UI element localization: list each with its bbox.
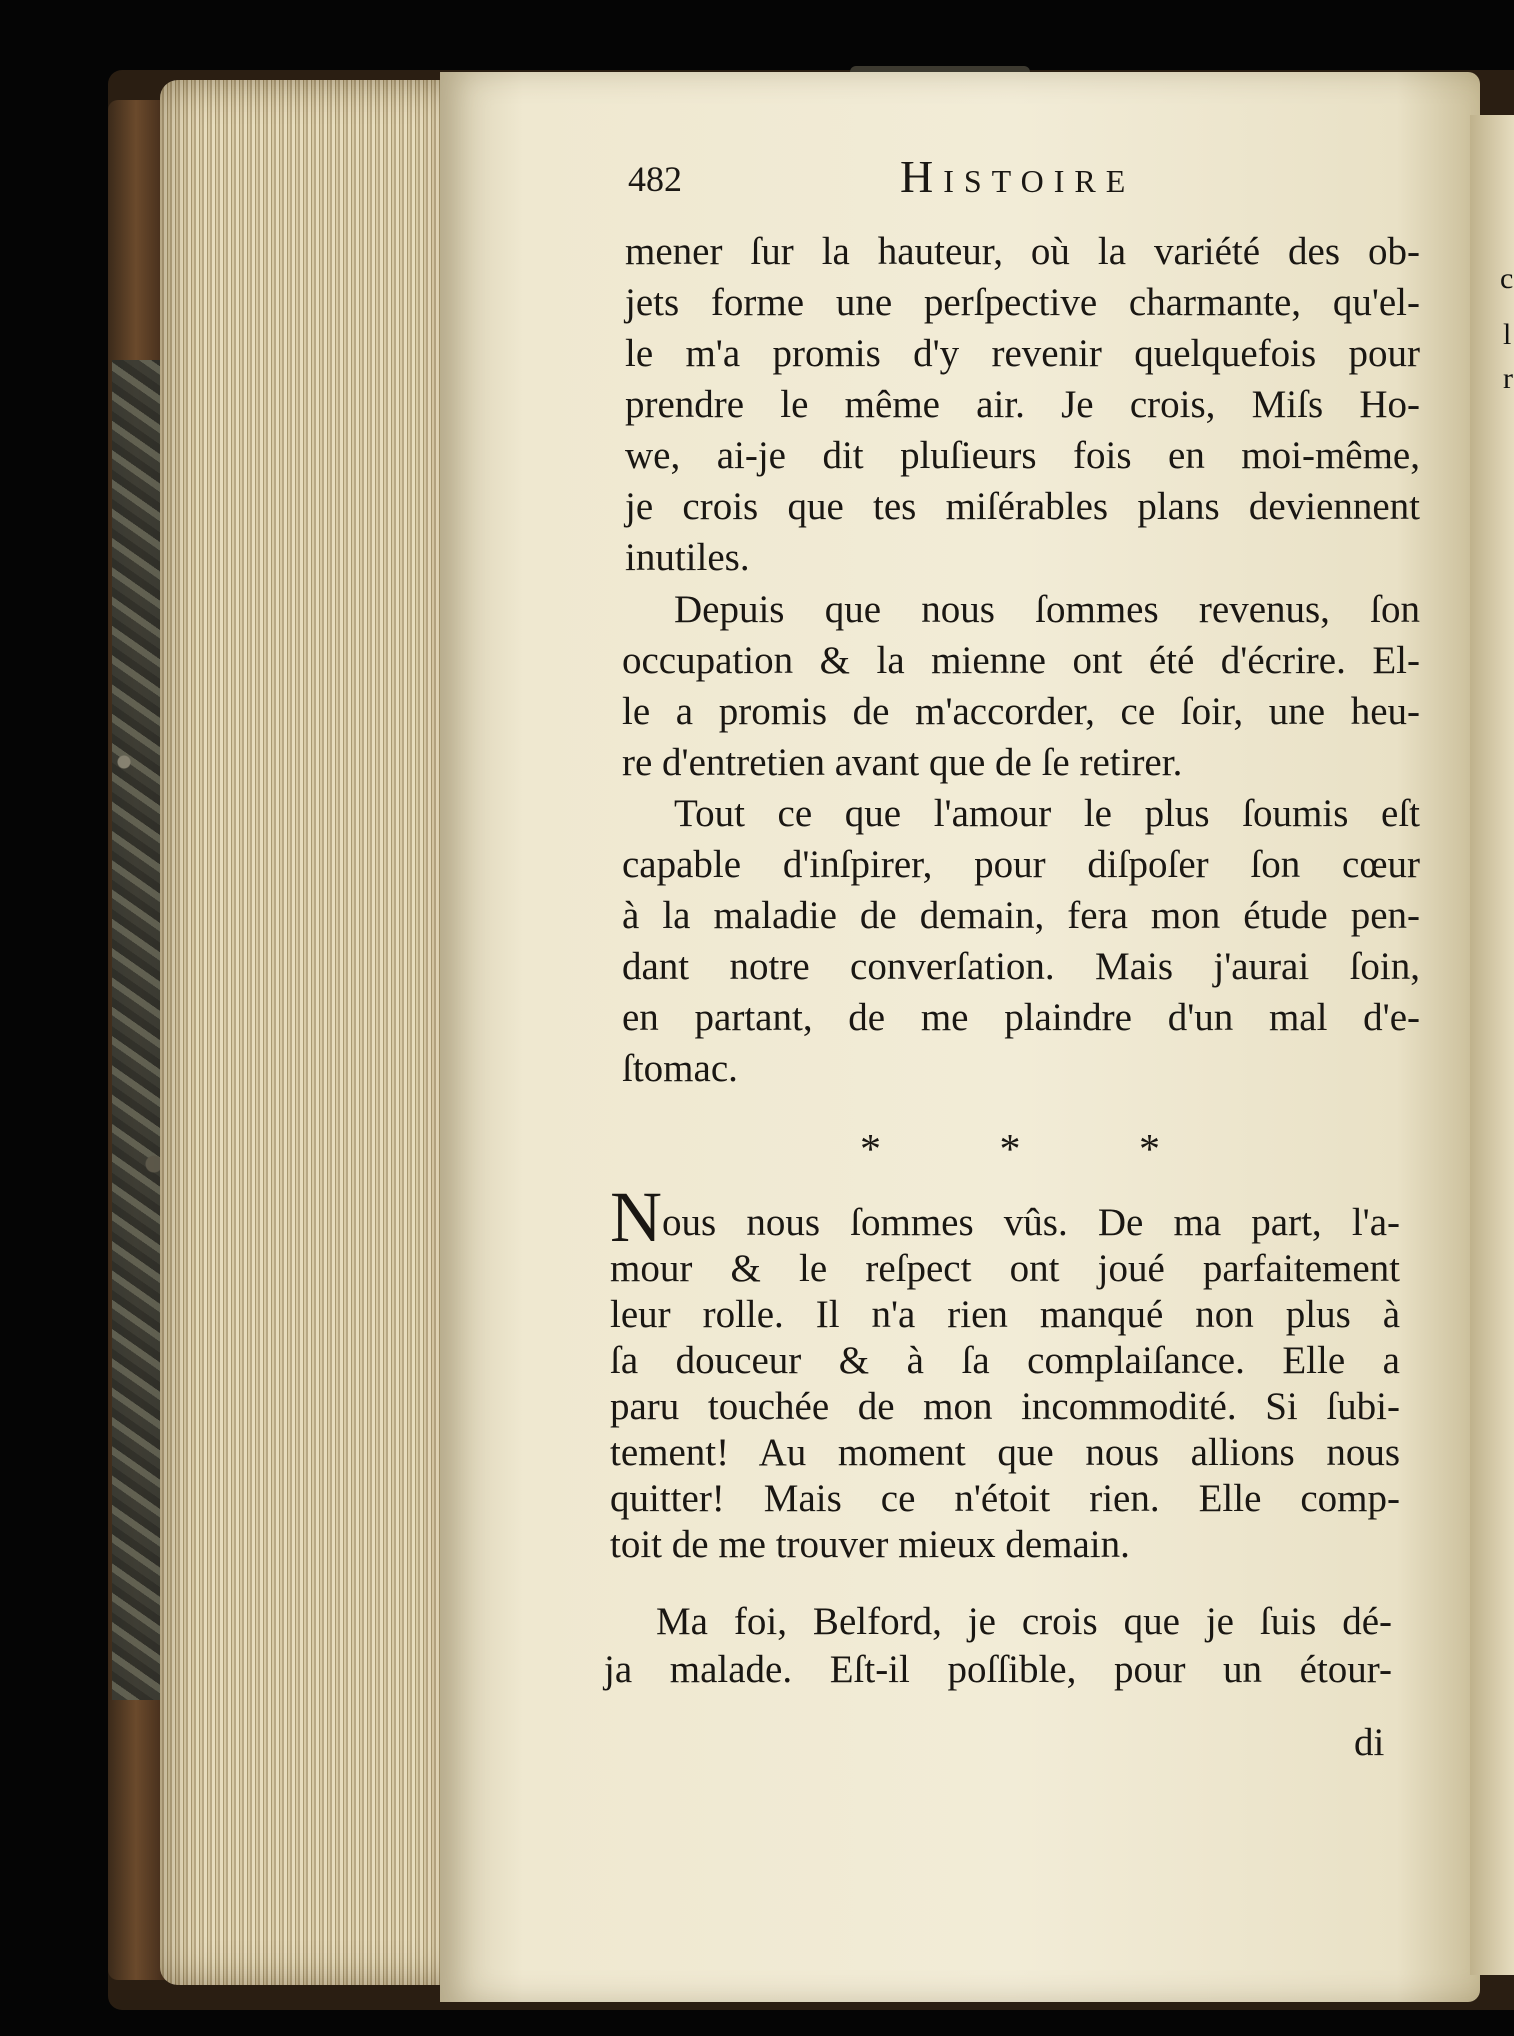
drop-capital: N	[610, 1177, 662, 1257]
text-line: le m'a promis d'y revenir quelquefois pour	[625, 332, 1420, 375]
text-line: le a promis de m'accorder, ce ſoir, une heu-	[622, 690, 1420, 733]
text-line: ſtomac.	[622, 1047, 738, 1090]
text-line: inutiles.	[625, 536, 750, 579]
text-line: occupation & la mienne ont été d'écrire. El-	[622, 639, 1420, 682]
text-line: paru touchée de mon incommodité. Si ſubi-	[610, 1385, 1400, 1428]
paragraph-1	[625, 226, 1420, 583]
text-line: re d'entretien avant que de ſe retirer.	[622, 741, 1183, 784]
text-line: ſa douceur & à ſa complaiſance. Elle a	[610, 1339, 1400, 1382]
text-line: toit de me trouver mieux demain.	[610, 1523, 1130, 1566]
text-line: jets forme une perſpective charmante, qu'el-	[625, 281, 1420, 324]
text-line: à la maladie de demain, fera mon étude pen-	[622, 894, 1420, 937]
paragraph-5	[604, 1598, 1392, 1694]
text-line: dant notre converſation. Mais j'aurai ſoin,	[622, 945, 1420, 988]
text-line-rest: ous nous ſommes vûs. De ma part, l'a-	[662, 1201, 1400, 1244]
facing-char: l	[1503, 318, 1512, 351]
text-line: quitter! Mais ce n'étoit rien. Elle comp-	[610, 1477, 1400, 1520]
text-line: prendre le même air. Je crois, Miſs Ho-	[625, 383, 1420, 426]
text-line: je crois que tes miſérables plans deviennent	[625, 485, 1420, 528]
text-line: Tout ce que l'amour le plus ſoumis eſt	[674, 792, 1420, 835]
text-line: mener ſur la hauteur, où la variété des ob-	[625, 230, 1420, 273]
text-line: en partant, de me plaindre d'un mal d'e-	[622, 996, 1420, 1039]
text-line: Ma foi, Belford, je crois que je ſuis dé-	[656, 1600, 1392, 1643]
text-line: ja malade. Eſt-il poſſible, pour un étour-	[604, 1648, 1392, 1691]
running-title: Histoire	[900, 151, 1136, 202]
asterisk: *	[860, 1127, 881, 1173]
asterisk: *	[999, 1127, 1021, 1173]
paragraph-2	[622, 584, 1420, 788]
text-line	[610, 1177, 1400, 1257]
text-line: tement! Au moment que nous allions nous	[610, 1431, 1400, 1474]
paragraph-4	[610, 1177, 1400, 1568]
text-line: leur rolle. Il n'a rien manqué non plus à	[610, 1293, 1400, 1336]
page-number: 482	[628, 159, 682, 199]
facing-char: c	[1500, 262, 1514, 295]
facing-char: r	[1503, 362, 1513, 395]
asterisk: *	[1139, 1127, 1160, 1173]
section-separator	[860, 1126, 1160, 1174]
text-line: capable d'inſpirer, pour diſpoſer ſon cœur	[622, 843, 1420, 886]
text-line: we, ai-je dit pluſieurs fois en moi-même,	[625, 434, 1420, 477]
paragraph-3	[622, 788, 1420, 1094]
text-line: mour & le reſpect ont joué parfaitement	[610, 1247, 1400, 1290]
text-line: Depuis que nous ſommes revenus, ſon	[674, 588, 1420, 631]
page-edges	[160, 80, 460, 1985]
catchword: di	[1354, 1721, 1385, 1764]
